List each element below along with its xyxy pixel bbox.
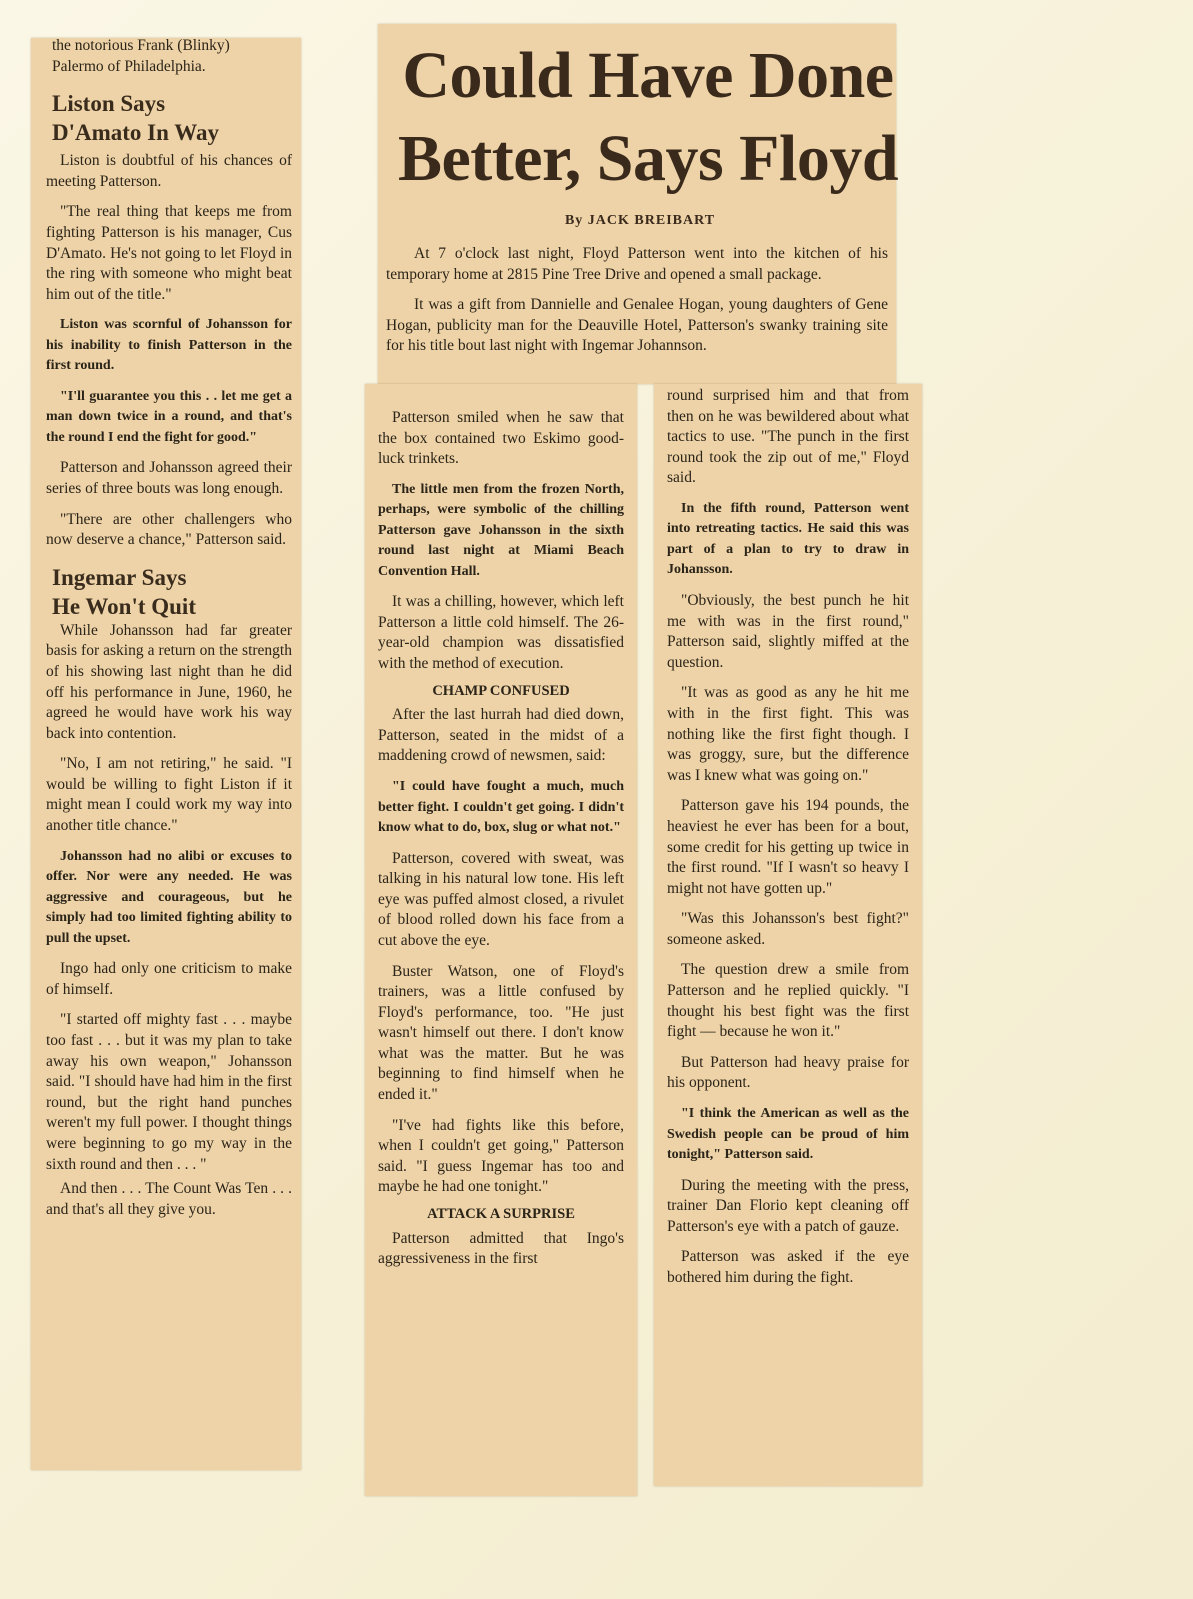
- subhead-ingemar-line-2: He Won't Quit: [52, 593, 196, 619]
- intro-paragraph: At 7 o'clock last night, Floyd Patterson went into the kitchen of his temporary home at 2815 Pine Tree Drive and opened a small package.: [386, 245, 888, 283]
- bold-paragraph: "I could have fought a much, much better fight. I couldn't get going. I didn't know what to do, box, slug or what not.": [378, 779, 624, 836]
- paragraph: But Patterson had heavy praise for his opponent.: [667, 1053, 909, 1092]
- paragraph: Liston is doubtful of his chances of meeting Patterson.: [46, 152, 292, 190]
- bold-paragraph: In the fifth round, Patterson went into retreating tactics. He said this was part of a plan to try to draw in Johansson.: [667, 500, 909, 578]
- subhead-liston-line-1: Liston Says: [52, 91, 166, 117]
- right-column: [667, 386, 909, 1289]
- subhead-ingemar: [46, 563, 292, 621]
- headline-line-2: Better, Says Floyd: [397, 122, 899, 195]
- headline-line-1: Could Have Done: [402, 39, 894, 112]
- bold-paragraph: "I think the American as well as the Swedish people can be proud of him tonight," Patterson said.: [667, 1106, 909, 1163]
- subhead-attack-surprise: ATTACK A SURPRISE: [427, 1206, 575, 1223]
- paragraph: Patterson and Johansson agreed their series of three bouts was long enough.: [46, 459, 292, 497]
- bold-paragraph: The little men from the frozen North, perhaps, were symbolic of the chilling Patterson gave Johansson in the sixth round last night at Miami Beach Convention Hall.: [378, 481, 624, 579]
- bold-paragraph: Liston was scornful of Johansson for his inability to finish Patterson in the first round.: [46, 317, 292, 374]
- paragraph: The question drew a smile from Patterson and he replied quickly. "I thought his best fight was the first fight — because he won it.": [667, 961, 909, 1041]
- lead-line-2: Palermo of Philadelphia.: [52, 57, 206, 75]
- paragraph: round surprised him and that from then on he was bewildered about what tactics to use. "The punch in the first round took the zip out of me," Floyd said.: [667, 387, 909, 487]
- byline: By JACK BREIBART: [564, 213, 716, 228]
- paragraph: Buster Watson, one of Floyd's trainers, was a little confused by Floyd's performance, too. "He just wasn't himself out there. I don't know what was the matter. But he was beginning to find himself when he ended it.": [378, 962, 624, 1104]
- paragraph: "Was this Johansson's best fight?" someone asked.: [667, 910, 909, 948]
- paragraph: "The real thing that keeps me from fighting Patterson is his manager, Cus D'Amato. He's not going to let Floyd in the ring with someone who might beat him out of the title.": [46, 203, 292, 303]
- subhead-liston: [46, 89, 292, 147]
- subhead-ingemar-line-1: Ingemar Says: [52, 564, 187, 590]
- paragraph: "It was as good as any he hit me with in the first fight. This was nothing like the first fight though. I was groggy, sure, but the difference was I knew what was going on.": [667, 684, 909, 784]
- paragraph: Patterson smiled when he saw that the box contained two Eskimo good-luck trinkets.: [378, 409, 624, 468]
- left-column: [46, 36, 292, 1220]
- paragraph: After the last hurrah had died down, Patterson, seated in the midst of a maddening crowd of newsmen, said:: [378, 706, 624, 765]
- paragraph: Ingo had only one criticism to make of himself.: [46, 960, 292, 998]
- lead-line-1: the notorious Frank (Blinky): [52, 37, 230, 54]
- intro-text: [386, 244, 888, 357]
- subhead-liston-line-2: D'Amato In Way: [52, 120, 219, 146]
- paragraph: "I've had fights like this before, when I couldn't get going," Patterson said. "I guess Ingemar has too and maybe he had one tonight.": [378, 1116, 624, 1196]
- paragraph: "Obviously, the best punch he hit me with was in the first round," Patterson said, slightly miffed at the question.: [667, 591, 909, 671]
- subhead-champ-confused: CHAMP CONFUSED: [432, 682, 570, 699]
- middle-column: [378, 408, 624, 1270]
- bold-paragraph: "I'll guarantee you this . . let me get a man down twice in a round, and that's the round I end the fight for good.": [46, 388, 292, 445]
- paragraph: Patterson gave his 194 pounds, the heaviest he ever has been for a bout, some credit for his getting up twice in the first round. "If I wasn't so heavy I might not have gotten up.": [667, 797, 909, 897]
- bold-paragraph: Johansson had no alibi or excuses to offer. Nor were any needed. He was aggressive and courageous, but he simply had too limited fighting ability to pull the upset.: [46, 848, 292, 946]
- paragraph: Patterson admitted that Ingo's aggressiveness in the first: [378, 1229, 624, 1268]
- paragraph: While Johansson had far greater basis for asking a return on the strength of his showing last night than he did off his performance in June, 1960, he agreed he would have work his way back into contention.: [46, 621, 292, 742]
- paragraph: It was a chilling, however, which left Patterson a little cold himself. The 26-year-old champion was dissatisfied with the method of execution.: [378, 593, 624, 673]
- headline: [388, 34, 908, 200]
- paragraph: Patterson, covered with sweat, was talking in his natural low tone. His left eye was puffed almost closed, a rivulet of blood rolled down his face from a cut above the eye.: [378, 849, 624, 949]
- paragraph: "No, I am not retiring," he said. "I would be willing to fight Liston if it might mean I could work my way into another title chance.": [46, 755, 292, 835]
- paragraph: "There are other challengers who now deserve a chance," Patterson said.: [46, 510, 292, 549]
- paragraph: "I started off mighty fast . . . maybe too fast . . . but it was my plan to take away his own weapon," Johansson said. "I should have had him in the first round, but the right hand punches weren't my full power. I thought things were beginning to go my way in the sixth round and then . . . ": [46, 1011, 292, 1173]
- paragraph: And then . . . The Count Was Ten . . . and that's all they give you.: [46, 1180, 292, 1218]
- paragraph: During the meeting with the press, trainer Dan Florio kept cleaning off Patterson's eye with a patch of gauze.: [667, 1176, 909, 1235]
- paragraph: Patterson was asked if the eye bothered him during the fight.: [667, 1248, 909, 1286]
- intro-paragraph: It was a gift from Dannielle and Genalee Hogan, young daughters of Gene Hogan, publicity man for the Deauville Hotel, Patterson's swanky training site for his title bout last night with Ingemar Johannson.: [386, 296, 888, 355]
